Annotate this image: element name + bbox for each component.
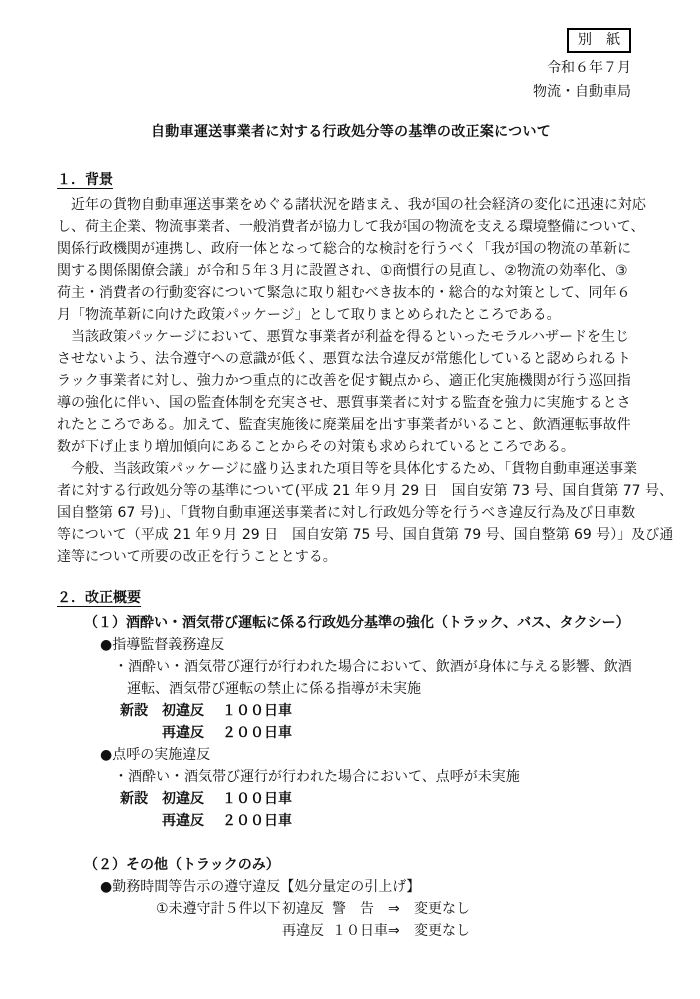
penalty-row bbox=[57, 700, 645, 722]
item2-title: （２）その他（トラックのみ） bbox=[84, 857, 280, 873]
document-header bbox=[57, 28, 645, 104]
bullet-desc-line: 運転、酒気帯び運転の禁止に係る指導が未実施 bbox=[127, 681, 421, 697]
body-line: 数が下げ止まり増加傾向にあることからその対策も求められているところである。 bbox=[57, 439, 575, 455]
penalty-value: １００日車 bbox=[222, 703, 292, 719]
section1 bbox=[57, 169, 674, 568]
body-line: 近年の貨物自動車運送事業をめぐる諸状況を踏まえ、我が国の社会経済の変化に迅速に対応 bbox=[57, 197, 646, 213]
body-line: 関する関係閣僚会議」が令和５年３月に設置され、①商慣行の見直し、②物流の効率化、③ bbox=[57, 263, 628, 279]
attachment-tag-label: 別 紙 bbox=[578, 32, 620, 48]
rule-type: 再違反 bbox=[282, 923, 324, 939]
body-line: させないよう、法令遵守への意識が低く、悪質な法令違反が常態化していると認められるト bbox=[57, 351, 631, 367]
body-line: 導の強化に伴い、国の監査体制を充実させ、悪質事業者に対する監査を強力に実施するとさ bbox=[57, 395, 631, 411]
penalty-type: 初違反 bbox=[162, 791, 204, 807]
penalty-prefix bbox=[120, 810, 162, 832]
rule-condition: ①未遵守計５件以下 bbox=[156, 901, 281, 917]
penalty-value: ２００日車 bbox=[222, 813, 292, 829]
body-line: 今般、当該政策パッケージに盛り込まれた項目等を具体化するため、「貨物自動車運送事業 bbox=[57, 461, 638, 477]
rule-old-value: １０日車 bbox=[332, 923, 388, 939]
body-line: 荷主・消費者の行動変容について緊急に取り組むべき抜本的・総合的な対策として、同年６ bbox=[57, 285, 631, 301]
rule-row bbox=[57, 898, 645, 920]
section1-heading: １．背景 bbox=[57, 172, 113, 188]
item2-bullet-label: ●勤務時間等告示の遵守違反【処分量定の引上げ】 bbox=[100, 879, 421, 895]
arrow-icon: ⇒ bbox=[388, 901, 400, 917]
penalty-prefix: 新設 bbox=[120, 791, 148, 807]
arrow-icon: ⇒ bbox=[388, 923, 400, 939]
body-line: 当該政策パッケージにおいて、悪質な事業者が利益を得るといったモラルハザードを生じ bbox=[57, 329, 630, 345]
bullet-label: ●点呼の実施違反 bbox=[100, 747, 211, 763]
section2-item2 bbox=[57, 854, 645, 942]
body-line: れたところである。加えて、監査実施後に廃業届を出す事業者がいること、飲酒運転事故件 bbox=[57, 417, 631, 433]
body-line: 関係行政機関が連携し、政府一体となって総合的な検討を行うべく「我が国の物流の革新に bbox=[57, 241, 631, 257]
penalty-row bbox=[57, 722, 645, 744]
bullet-label: ●指導監督義務違反 bbox=[100, 637, 225, 653]
body-line: 達等について所要の改正を行うこととする。 bbox=[57, 549, 337, 565]
penalty-type: 再違反 bbox=[162, 725, 204, 741]
rule-row bbox=[57, 920, 645, 942]
issuing-bureau: 物流・自動車局 bbox=[533, 84, 631, 100]
penalty-value: １００日車 bbox=[222, 791, 292, 807]
penalty-row bbox=[57, 810, 645, 832]
section2 bbox=[57, 587, 645, 942]
penalty-type: 再違反 bbox=[162, 813, 204, 829]
attachment-tag-row bbox=[57, 28, 631, 56]
document-title: 自動車運送事業者に対する行政処分等の基準の改正案について bbox=[150, 124, 552, 140]
rule-result: 変更なし bbox=[414, 901, 470, 917]
body-line: 国自整第 67 号)」、「貨物自動車運送事業者に対し行政処分等を行うべき違反行為及び日車数 bbox=[57, 505, 636, 521]
attachment-tag-box bbox=[567, 28, 631, 53]
penalty-value: ２００日車 bbox=[222, 725, 292, 741]
bullet-desc-line: ・酒酔い・酒気帯び運行が行われた場合において、点呼が未実施 bbox=[114, 769, 520, 785]
body-line: 等について（平成 21 年９月 29 日 国自安第 75 号、国自貨第 79 号、国自整第 69 号）」及び通 bbox=[57, 527, 674, 543]
rule-old-value: 警 告 bbox=[332, 901, 374, 917]
section2-item1 bbox=[57, 612, 645, 832]
penalty-row bbox=[57, 788, 645, 810]
rule-result: 変更なし bbox=[414, 923, 470, 939]
rule-condition bbox=[156, 920, 282, 942]
bullet-desc-line: ・酒酔い・酒気帯び運行が行われた場合において、飲酒が身体に与える影響、飲酒 bbox=[114, 659, 632, 675]
penalty-type: 初違反 bbox=[162, 703, 204, 719]
body-line: 月「物流革新に向けた政策パッケージ」として取りまとめられたところである。 bbox=[57, 307, 561, 323]
penalty-prefix bbox=[120, 722, 162, 744]
body-line: し、荷主企業、物流事業者、一般消費者が協力して我が国の物流を支える環境整備について、 bbox=[57, 219, 645, 235]
section2-heading: ２．改正概要 bbox=[57, 590, 141, 606]
section1-body bbox=[57, 194, 674, 568]
issue-date: 令和６年７月 bbox=[547, 60, 631, 76]
body-line: ラック事業者に対し、強力かつ重点的に改善を促す観点から、適正化実施機関が行う巡回指 bbox=[57, 373, 631, 389]
penalty-prefix: 新設 bbox=[120, 703, 148, 719]
body-line: 者に対する行政処分等の基準について(平成 21 年９月 29 日 国自安第 73 号、国自貨第 77 号、 bbox=[57, 483, 674, 499]
item1-title: （１）酒酔い・酒気帯び運転に係る行政処分基準の強化（トラック、バス、タクシー） bbox=[84, 615, 630, 631]
rule-type: 初違反 bbox=[282, 901, 324, 917]
